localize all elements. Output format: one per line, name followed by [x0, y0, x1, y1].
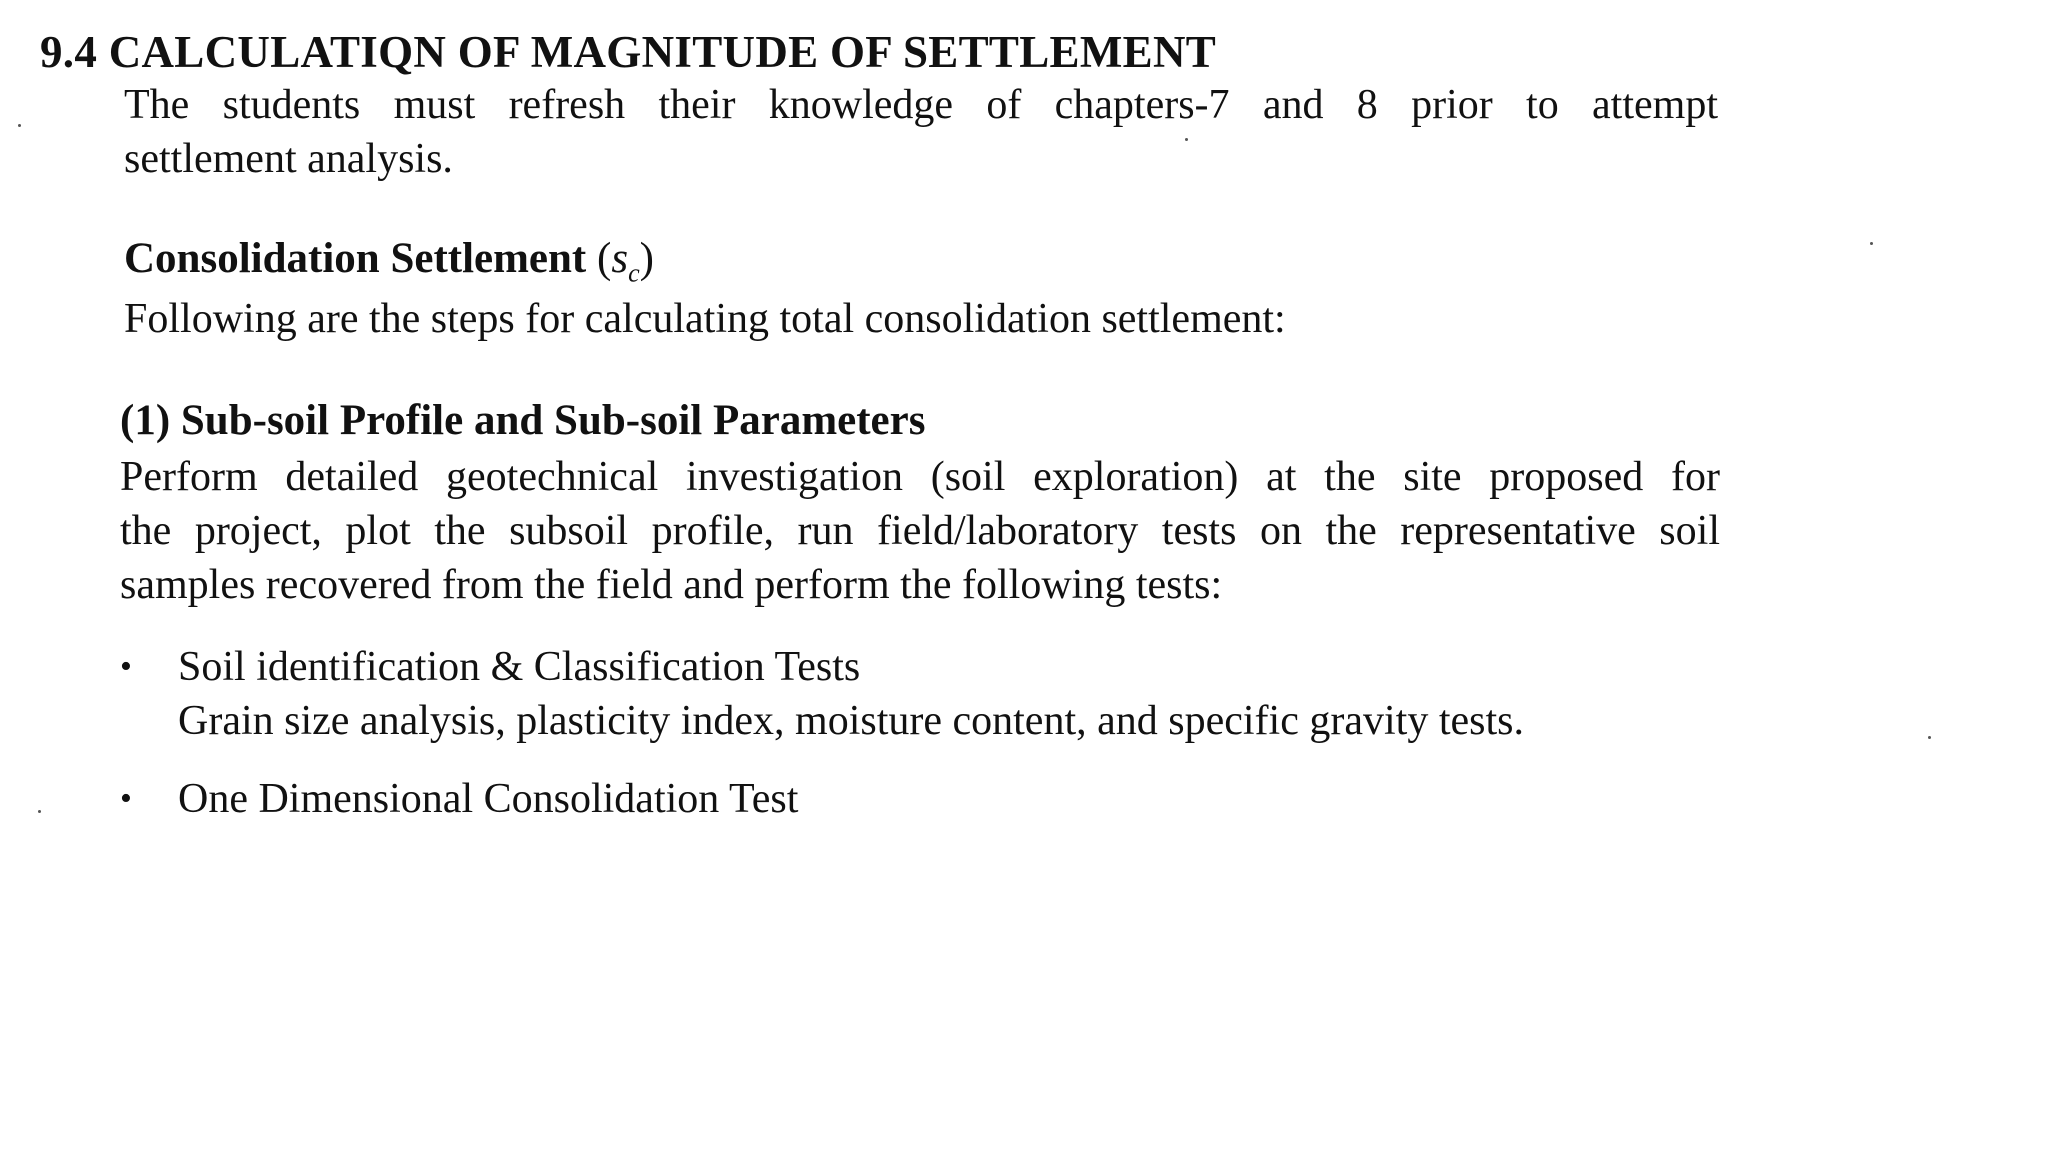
- step1-line-1: Perform detailed geotechnical investigation (soil exploration) at the site proposed for: [120, 454, 1720, 500]
- scan-speck: [1870, 242, 1873, 245]
- list-item: [118, 772, 1524, 826]
- step1-heading: (1) Sub-soil Profile and Sub-soil Parameters: [120, 397, 926, 444]
- tests-list: [118, 640, 1524, 826]
- intro-paragraph: [124, 78, 1718, 186]
- scan-speck: [38, 810, 41, 813]
- section-title: 9.4 CALCULATIQN OF MAGNITUDE OF SETTLEMENT: [40, 27, 1217, 77]
- scan-speck: [1185, 138, 1188, 141]
- test-detail: Grain size analysis, plasticity index, moisture content, and specific gravity tests.: [178, 698, 1524, 744]
- scan-speck: [1928, 736, 1931, 739]
- consolidation-heading-text: Consolidation Settlement: [124, 235, 587, 282]
- consolidation-heading: [124, 234, 654, 289]
- step1-paragraph: [120, 450, 1720, 612]
- list-item: [118, 640, 1524, 748]
- step1-line-2: the project, plot the subsoil profile, run field/laboratory tests on the representative soil: [120, 508, 1720, 554]
- symbol-close-paren: ): [639, 235, 654, 282]
- test-title: One Dimensional Consolidation Test: [178, 776, 799, 822]
- scan-speck: [18, 124, 21, 127]
- bullet-icon: •: [120, 648, 132, 685]
- symbol-subscript: c: [628, 258, 640, 288]
- consolidation-intro-text: Following are the steps for calculating total consolidation settlement:: [124, 296, 1286, 342]
- bullet-icon: •: [120, 780, 132, 817]
- test-title: Soil identification & Classification Tests: [178, 644, 861, 690]
- step1-line-3: samples recovered from the field and perform the following tests:: [120, 562, 1223, 608]
- symbol-open-paren: (: [597, 235, 612, 282]
- symbol-variable: s: [611, 235, 629, 282]
- settlement-symbol: [597, 235, 654, 288]
- intro-line-1: The students must refresh their knowledge of chapters-7 and 8 prior to attempt: [124, 82, 1718, 128]
- intro-line-2: settlement analysis.: [124, 136, 453, 182]
